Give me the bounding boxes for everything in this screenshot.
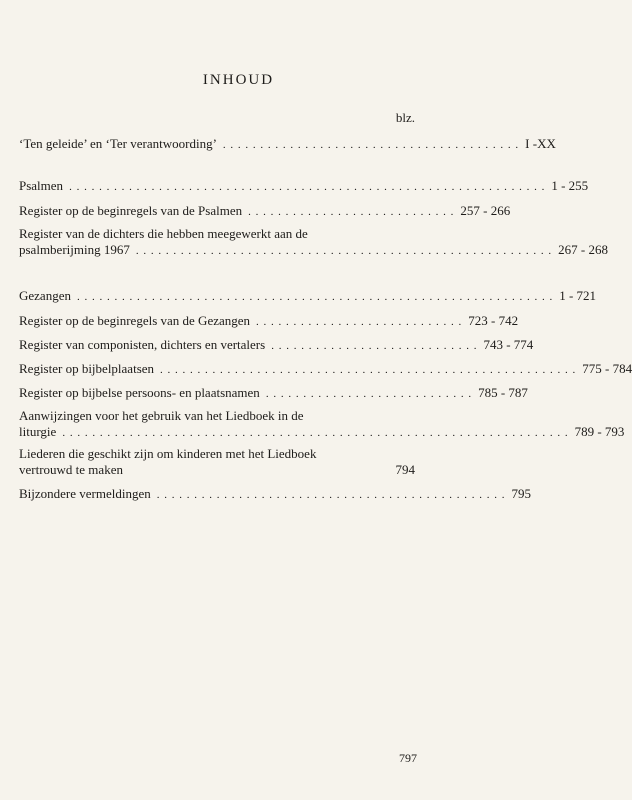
dot-leader: . . . . . . . . . . . . . . . . . . . . . . . . . . . . . . . . . . . . . . . . . . . . . . . . . . . . . . . . [160,364,577,376]
toc-entry-title: ‘Ten geleide’ en ‘Ter verantwoording’ [19,136,217,151]
toc-entry-page: 1 - 721 [559,288,597,303]
toc-entry-title-line: Aanwijzingen voor het gebruik van het Liedboek in de [19,408,304,423]
dot-leader: . . . . . . . . . . . . . . . . . . . . . . . . . . . . . . . . . . . . . . . . [222,139,520,151]
toc-entry-page: 723 - 742 [468,313,519,328]
dot-leader: . . . . . . . . . . . . . . . . . . . . . . . . . . . . . . . . . . . . . . . . . . . . . . . . . . . . . . . . . . . . . . . . [76,291,554,303]
toc-entry-page: 789 - 793 [574,424,625,439]
toc-entry [19,226,608,259]
toc-entry [19,136,556,153]
dot-leader: . . . . . . . . . . . . . . . . . . . . . . . . . . . . [248,206,455,218]
toc-entry-page: 785 - 787 [478,385,528,400]
page-column-label: blz. [395,110,415,125]
toc-entry [19,313,519,330]
toc-entry-title: liturgie [19,424,57,439]
toc-entry [19,203,511,220]
toc-entry-title: Register van componisten, dichters en vertalers [19,337,266,352]
contents-heading: INHOUD [202,72,275,88]
toc-entry-title: Bijzondere vermeldingen [19,486,151,501]
toc-entry [19,178,589,195]
toc-entry [19,337,534,354]
toc-entry [19,486,532,503]
toc-entry-title: Register op de beginregels van de Psalmen [19,203,243,218]
toc-entry-title: Psalmen [19,178,64,193]
dot-leader: . . . . . . . . . . . . . . . . . . . . . . . . . . . . [271,340,478,352]
dot-leader: . . . . . . . . . . . . . . . . . . . . . . . . . . . . [265,388,473,400]
toc-entry-page: 257 - 266 [460,203,511,218]
toc-entry-title: vertrouwd te maken [19,462,123,477]
toc-entry-page: 775 - 784 [582,361,632,376]
toc-entry-page: 795 [511,486,532,501]
toc-entry-title: Register op bijbelplaatsen [19,361,155,376]
toc-entry-title-line: Liederen die geschikt zijn om kinderen met het Liedboek [19,446,317,461]
dot-leader: . . . . . . . . . . . . . . . . . . . . . . . . . . . . . . . . . . . . . . . . . . . . . . . . . . . . . . . . [135,245,553,257]
dot-leader: . . . . . . . . . . . . . . . . . . . . . . . . . . . . . . . . . . . . . . . . . . . . . . . . . . . . . . . . . . . . . . . . [69,181,546,193]
toc-entry [19,385,528,402]
toc-entry [19,446,415,479]
toc-entry-page: 743 - 774 [483,337,534,352]
page-number: 797 [399,751,417,765]
toc-entry-title-line: Register van de dichters die hebben meegewerkt aan de [19,226,308,241]
toc-entry-page: 267 - 268 [558,242,608,257]
dot-leader: . . . . . . . . . . . . . . . . . . . . . . . . . . . . . . . . . . . . . . . . . . . . . . . . . . . . . . . . . . . . . . . . . . . . [62,427,569,439]
toc-entry-title: Register op de beginregels van de Gezangen [19,313,251,328]
toc-entry [19,361,632,378]
toc-entry-title: Gezangen [19,288,71,303]
toc-entry-title: Register op bijbelse persoons- en plaatsnamen [19,385,260,400]
toc-entry-title: psalmberijming 1967 [19,242,130,257]
dot-leader: . . . . . . . . . . . . . . . . . . . . . . . . . . . . . . . . . . . . . . . . . . . . . . . [156,489,506,501]
toc-entry-page: 1 - 255 [551,178,589,193]
toc-entry-page: 794 [395,462,415,477]
toc-entry-page: I -XX [525,136,556,151]
toc-entry [19,288,597,305]
toc-entry [19,408,625,441]
dot-leader: . . . . . . . . . . . . . . . . . . . . . . . . . . . . [256,316,463,328]
